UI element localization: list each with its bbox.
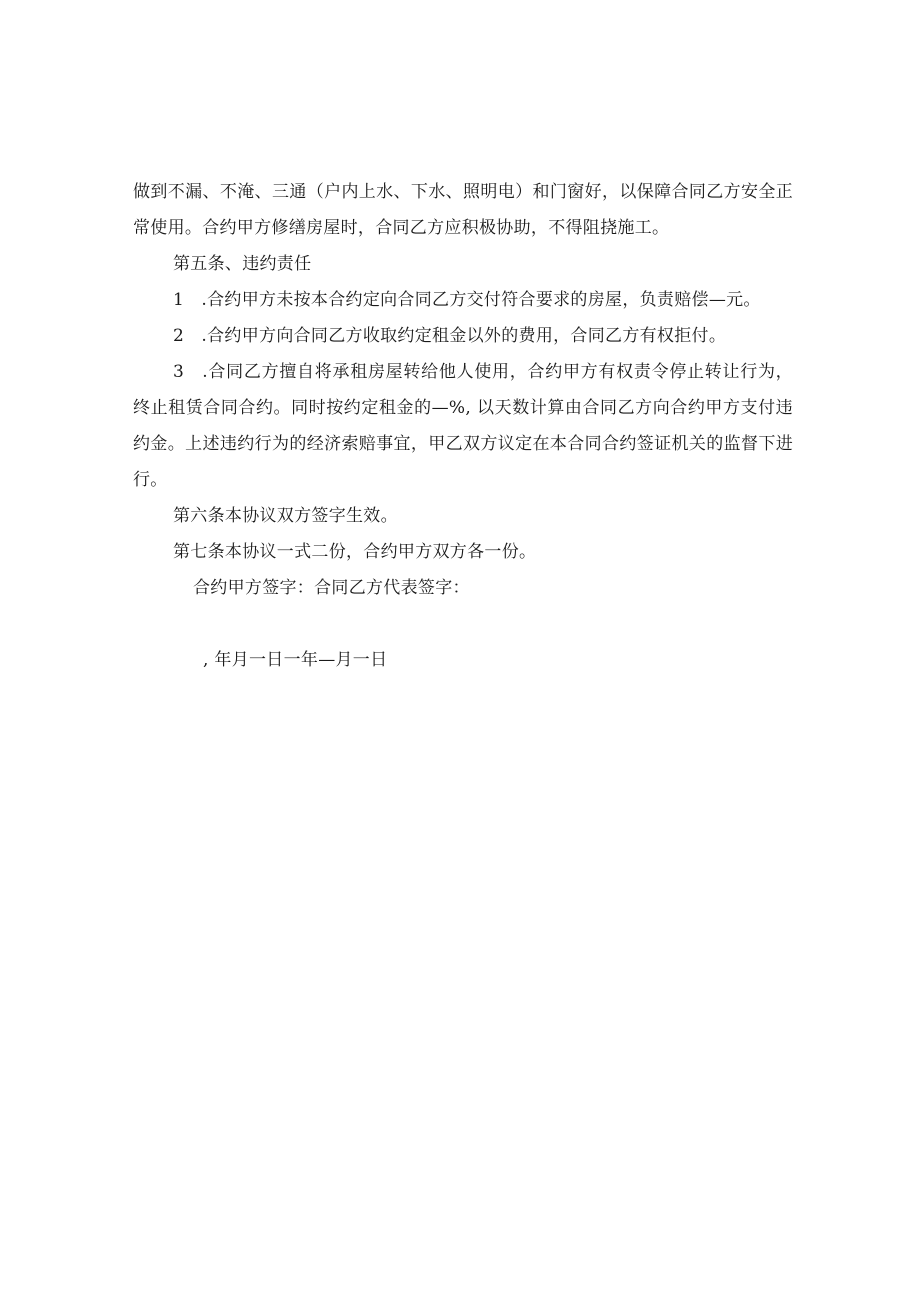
document-body — [133, 174, 793, 678]
article-6: 第六条本协议双方签字生效。 — [173, 506, 398, 526]
heading-article-5: 第五条、违约责任 — [173, 254, 312, 274]
clause-5-3: 3 .合同乙方擅自将承租房屋转给他人使用，合约甲方有权责令停止转让行为，终止租赁合同合约。同时按约定租金的—%, 以天数计算由合同乙方向合约甲方支付违约金。上述违约行为的经济索赔事宜，甲乙双方议定在本合同合约签证机关的监督下进行。 — [133, 362, 793, 490]
paragraph-maintenance: 做到不漏、不淹、三通（户内上水、下水、照明电）和门窗好，以保障合同乙方安全正常使用。合约甲方修缮房屋时，合同乙方应积极协助，不得阻挠施工。 — [133, 182, 793, 238]
clause-5-1: 1 .合约甲方未按本合约定向合同乙方交付符合要求的房屋，负责赔偿—元。 — [173, 290, 761, 310]
date-line: , 年月一日一年—月一日 — [203, 650, 388, 670]
clause-5-2: 2 .合约甲方向合同乙方收取约定租金以外的费用，合同乙方有权拒付。 — [173, 326, 727, 346]
signature-line: 合约甲方签字：合同乙方代表签字： — [193, 578, 470, 598]
article-7: 第七条本协议一式二份，合约甲方双方各一份。 — [173, 542, 537, 562]
